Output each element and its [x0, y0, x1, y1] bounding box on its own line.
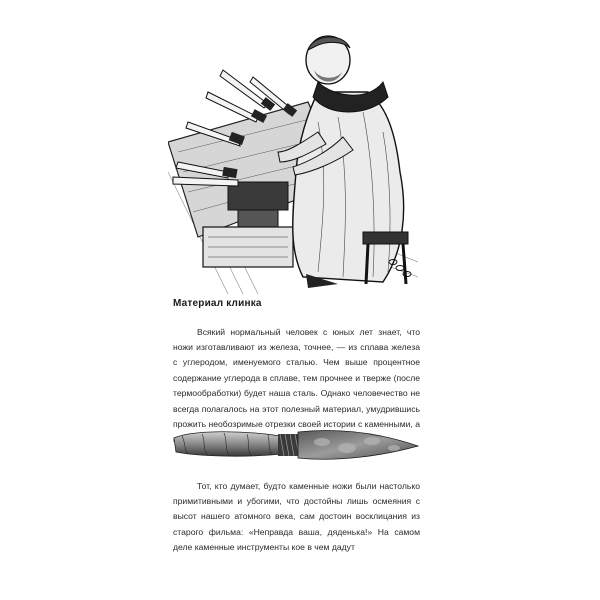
paragraph-1: Всякий нормальный человек с юных лет знает, что ножи изготавливают из железа, точнее, — из сплава железа с углеродом, именуемого сталью. Чем выше процентное содержание углерода в сплаве, тем прочнее и тверже (после термообработки) будет наша сталь. Однако человечество не всегда полагалось на этот полезный материал, умудрившись прожить необозримые отрезки своей истории с каменными, а	[173, 326, 420, 430]
knife-maker-engraving	[168, 22, 418, 294]
engraving-drawing	[168, 22, 418, 294]
stone-knife-photo	[172, 424, 420, 464]
section-title: Материал клинка	[173, 298, 262, 309]
paragraph-2: Тот, кто думает, будто каменные ножи были настолько примитивными и убогими, что достойны лишь осмеяния с высот нашего атомного века, сам достоин восклицания из старого фильма: «Неправда ваша, дяденька!» На самом деле каменные инструменты кое в чем дадут	[173, 480, 420, 553]
stone-knife-drawing	[172, 424, 420, 464]
